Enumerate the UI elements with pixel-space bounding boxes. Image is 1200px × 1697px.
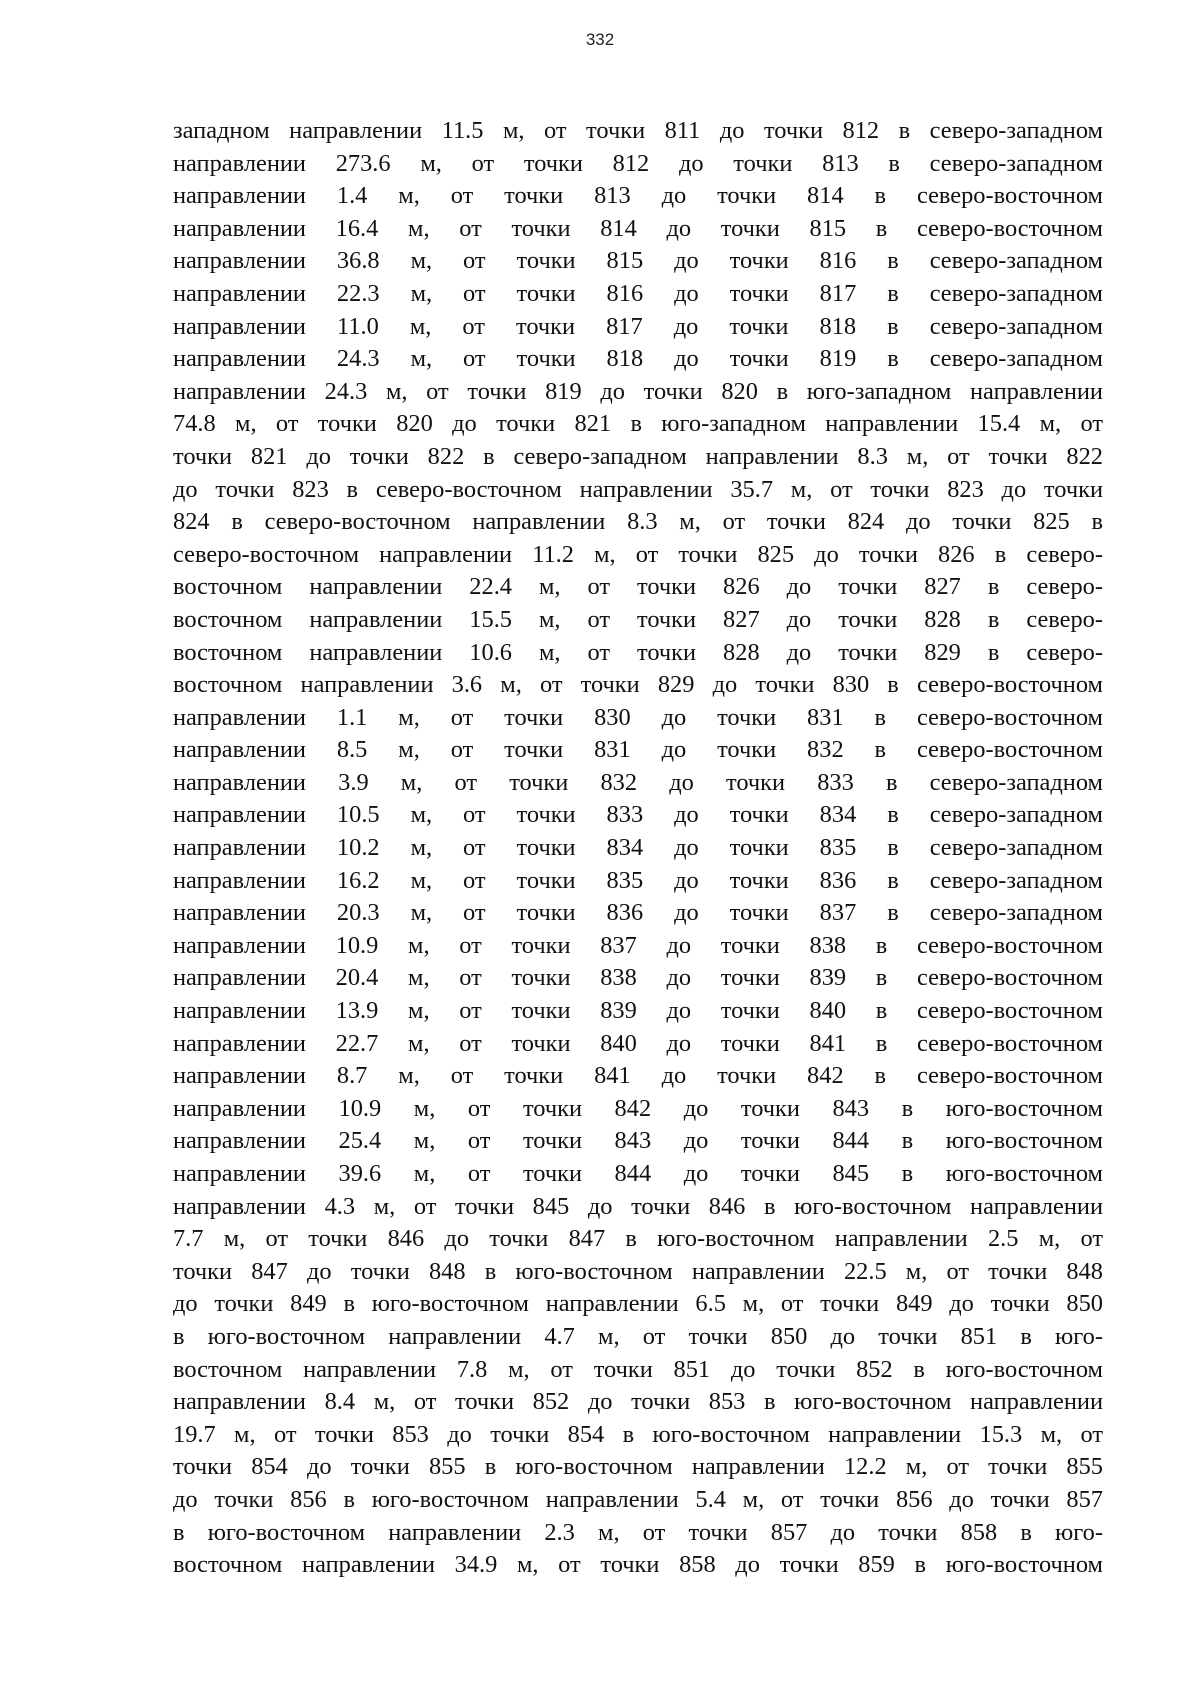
text-line: точки 854 до точки 855 в юго-восточном направлении 12.2 м, от точки 855 <box>173 1453 1103 1481</box>
text-line: до точки 849 в юго-восточном направлении 6.5 м, от точки 849 до точки 850 <box>173 1290 1103 1318</box>
text-line: направлении 10.2 м, от точки 834 до точки 835 в северо-западном <box>173 834 1103 862</box>
text-line: восточном направлении 10.6 м, от точки 828 до точки 829 в северо- <box>173 638 1103 666</box>
text-line: направлении 20.4 м, от точки 838 до точки 839 в северо-восточном <box>173 964 1103 992</box>
text-line: направлении 13.9 м, от точки 839 до точки 840 в северо-восточном <box>173 997 1103 1025</box>
text-line: направлении 8.5 м, от точки 831 до точки 832 в северо-восточном <box>173 736 1103 764</box>
text-line: направлении 8.4 м, от точки 852 до точки 853 в юго-восточном направлении <box>173 1388 1103 1416</box>
text-line: направлении 273.6 м, от точки 812 до точки 813 в северо-западном <box>173 149 1103 177</box>
text-line: направлении 16.2 м, от точки 835 до точки 836 в северо-западном <box>173 866 1103 894</box>
text-line: восточном направлении 3.6 м, от точки 829 до точки 830 в северо-восточном <box>173 671 1103 699</box>
text-line: направлении 39.6 м, от точки 844 до точки 845 в юго-восточном <box>173 1160 1103 1187</box>
text-line: направлении 24.3 м, от точки 819 до точки 820 в юго-западном направлении <box>173 377 1103 405</box>
text-line: направлении 24.3 м, от точки 818 до точки 819 в северо-западном <box>173 345 1103 373</box>
page-number: 332 <box>585 30 615 49</box>
text-line: северо-восточном направлении 11.2 м, от точки 825 до точки 826 в северо- <box>173 540 1103 568</box>
text-line: точки 821 до точки 822 в северо-западном направлении 8.3 м, от точки 822 <box>173 442 1103 470</box>
text-line: направлении 10.9 м, от точки 837 до точки 838 в северо-восточном <box>173 931 1103 959</box>
text-line: до точки 823 в северо-восточном направлении 35.7 м, от точки 823 до точки <box>173 475 1103 503</box>
text-line: восточном направлении 7.8 м, от точки 851 до точки 852 в юго-восточном <box>173 1355 1103 1383</box>
text-line: восточном направлении 15.5 м, от точки 827 до точки 828 в северо- <box>173 605 1103 633</box>
text-line: направлении 10.9 м, от точки 842 до точки 843 в юго-восточном <box>173 1094 1103 1122</box>
text-line: направлении 1.4 м, от точки 813 до точки 814 в северо-восточном <box>173 182 1103 210</box>
text-line: в юго-восточном направлении 2.3 м, от точки 857 до точки 858 в юго- <box>173 1518 1103 1546</box>
text-line: направлении 11.0 м, от точки 817 до точки 818 в северо-западном <box>173 312 1103 340</box>
text-line: западном направлении 11.5 м, от точки 811 до точки 812 в северо-западном <box>173 117 1103 144</box>
text-line: направлении 8.7 м, от точки 841 до точки 842 в северо-восточном <box>173 1062 1103 1090</box>
text-line: направлении 25.4 м, от точки 843 до точки 844 в юго-восточном <box>173 1127 1103 1155</box>
text-line: в юго-восточном направлении 4.7 м, от точки 850 до точки 851 в юго- <box>173 1322 1103 1350</box>
text-line: до точки 856 в юго-восточном направлении 5.4 м, от точки 856 до точки 857 <box>173 1485 1103 1513</box>
text-line: направлении 4.3 м, от точки 845 до точки 846 в юго-восточном направлении <box>173 1192 1103 1220</box>
text-line: направлении 36.8 м, от точки 815 до точки 816 в северо-западном <box>173 247 1103 275</box>
text-line: направлении 1.1 м, от точки 830 до точки 831 в северо-восточном <box>173 703 1103 731</box>
text-line: направлении 22.3 м, от точки 816 до точки 817 в северо-западном <box>173 279 1103 307</box>
text-line: восточном направлении 34.9 м, от точки 858 до точки 859 в юго-восточном <box>173 1551 1103 1579</box>
text-line: 74.8 м, от точки 820 до точки 821 в юго-западном направлении 15.4 м, от <box>173 410 1103 438</box>
text-line: 19.7 м, от точки 853 до точки 854 в юго-восточном направлении 15.3 м, от <box>173 1420 1103 1448</box>
text-line: направлении 20.3 м, от точки 836 до точки 837 в северо-западном <box>173 899 1103 927</box>
text-line: направлении 3.9 м, от точки 832 до точки 833 в северо-западном <box>173 768 1103 796</box>
text-line: направлении 10.5 м, от точки 833 до точки 834 в северо-западном <box>173 801 1103 829</box>
text-line: восточном направлении 22.4 м, от точки 826 до точки 827 в северо- <box>173 573 1103 601</box>
body-paragraph <box>173 115 1103 1582</box>
text-line: направлении 22.7 м, от точки 840 до точки 841 в северо-восточном <box>173 1029 1103 1057</box>
text-line: 7.7 м, от точки 846 до точки 847 в юго-восточном направлении 2.5 м, от <box>173 1225 1103 1253</box>
text-line: направлении 16.4 м, от точки 814 до точки 815 в северо-восточном <box>173 214 1103 242</box>
text-line: 824 в северо-восточном направлении 8.3 м, от точки 824 до точки 825 в <box>173 508 1103 536</box>
text-line: точки 847 до точки 848 в юго-восточном направлении 22.5 м, от точки 848 <box>173 1257 1103 1285</box>
